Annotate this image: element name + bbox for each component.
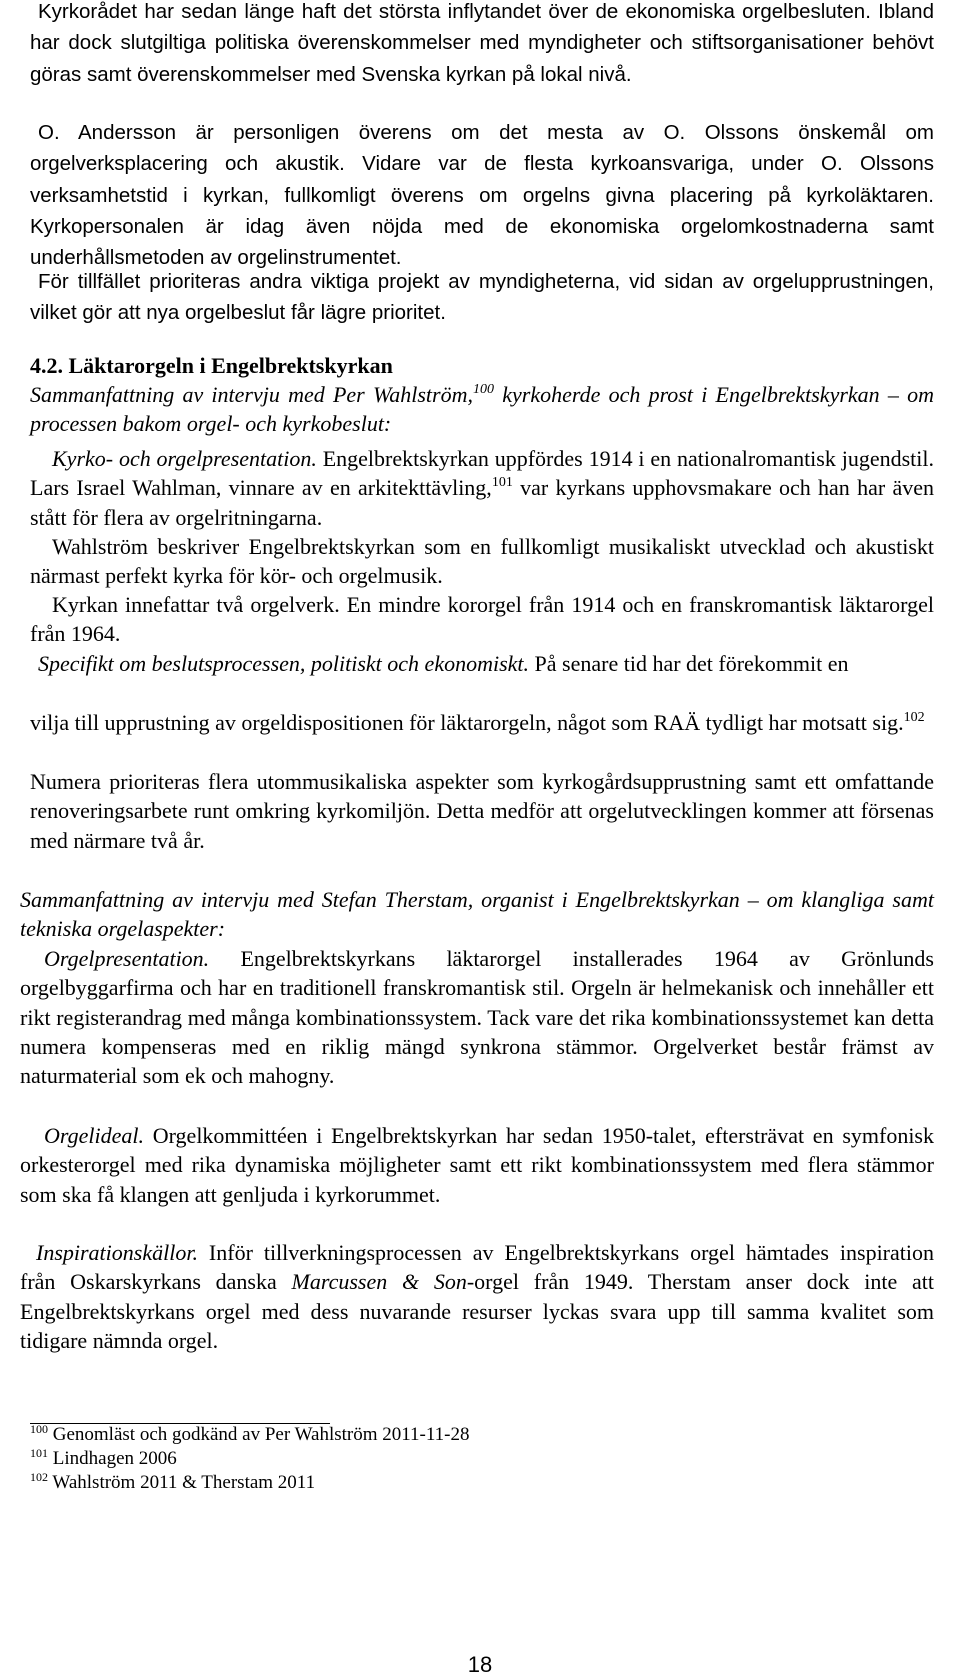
text-upprustning: vilja till upprustning av orgeldispositionen för läktarorgeln, något som RAÄ tydligt har motsatt sig. [30,710,904,735]
footnote-number: 102 [30,1470,48,1484]
lead-orgelpresentation: Orgelpresentation. [44,946,210,971]
footnote-text: Wahlström 2011 & Therstam 2011 [52,1472,316,1493]
section-heading: 4.2. Läktarorgeln i Engelbrektskyrkan [30,353,393,378]
text-marcussen: Marcussen & Son [291,1269,467,1295]
lead-orgelideal: Orgelideal. [44,1123,144,1148]
footnote-102 [30,1472,315,1494]
lead-inspirationskallor: Inspirationskällor. [36,1240,198,1265]
text-beslutsprocessen: På senare tid har det förekommit en [529,651,849,676]
paragraph-orgelideal [20,1121,934,1209]
paragraph-inspirationskallor [20,1238,934,1355]
paragraph-orgelverk: Kyrkan innefattar två orgelverk. En mindre kororgel från 1914 och en franskromantisk läktarorgel från 1964. [30,592,934,647]
paragraph-kyrkopresentation [30,444,934,532]
summary-intro-therstam: Sammanfattning av intervju med Stefan Therstam, organist i Engelbrektskyrkan – om klangliga samt tekniska orgelaspekter: [20,887,934,942]
lead-beslutsprocessen: Specifikt om beslutsprocessen, politiskt och ekonomiskt. [38,651,530,676]
paragraph-andersson: O. Andersson är personligen överens om det mesta av O. Olssons önskemål om orgelverksplacering och akustik. Vidare var de flesta kyrkoansvariga, under O. Olssons verksamhetstid i kyrkan, fullkomligt överens om orgelns givna placering på kyrkoläktaren. Kyrkopersonalen är idag även nöjda med de ekonomiska orgelomkostnaderna samt underhållsmetoden av orgelinstrumentet. [30,121,934,270]
footnote-number: 100 [30,1422,48,1436]
paragraph-numera: Numera prioriteras flera utommusikaliska aspekter som kyrkogårdsupprustning samt ett omfattande renoveringsarbete runt omkring kyrkomiljön. Detta medför att orgelutvecklingen kommer att försenas med närmare två år. [30,769,934,853]
summary-intro-text-a: Sammanfattning av intervju med Per Wahlström, [30,382,473,407]
footnote-number: 101 [30,1446,48,1460]
lead-kyrkopresentation: Kyrko- och orgelpresentation. [52,446,317,471]
text-inspirationskallor-a: Inför tillverkningsprocessen av Engelbrektskyrkans orgel hämtades inspiration från Oskarskyrkans danska [20,1240,934,1295]
summary-intro-text-b: kyrkoherde och prost i Engelbrektskyrkan – om processen bakom orgel- och kyrkobeslut: [30,382,934,437]
paragraph-wahlstrom-beskriver: Wahlström beskriver Engelbrektskyrkan som en fullkomligt musikaliskt utvecklad och akustiskt närmast perfekt kyrka för kör- och orgelmusik. [30,534,934,589]
summary-intro-wahlstrom [30,380,934,439]
paragraph-beslutsprocessen [30,649,934,678]
paragraph-prioriteras: För tillfället prioriteras andra viktiga projekt av myndigheterna, vid sidan av orgelupprustningen, vilket gör att nya orgelbeslut får lägre prioritet. [30,270,934,325]
paragraph-upprustning [30,708,934,737]
footnote-ref-102: 102 [903,710,925,725]
footnote-ref-101: 101 [491,475,513,491]
footnote-100 [30,1424,470,1446]
footnote-text: Genomläst och godkänd av Per Wahlström 2011-11-28 [52,1424,470,1445]
text-kyrkopresentation-a: Engelbrektskyrkan uppfördes 1914 i en nationalromantisk jugendstil. Lars Israel Wahlman, vinnare av en arkitekttävling, [30,446,934,501]
paragraph-orgelbesluten: Kyrkorådet har sedan länge haft det största inflytandet över de ekonomiska orgelbesluten. Ibland har dock slutgiltiga politiska överenskommelser med myndigheter och stiftsorganisationer behövt göras samt överenskommelser med Svenska kyrkan på lokal nivå. [30,0,934,86]
footnote-text: Lindhagen 2006 [52,1448,177,1469]
text-inspirationskallor-c: -orgel från 1949. Therstam anser dock inte att Engelbrektskyrkans orgel med dess nuvarande resurser lyckas svara upp till samma kvalitet som tidigare nämnda orgel. [20,1269,934,1353]
footnote-ref-100: 100 [473,382,494,397]
text-orgelpresentation: Engelbrektskyrkans läktarorgel installerades 1964 av Grönlunds orgelbyggarfirma och har en traditionell franskromantisk stil. Orgeln är helmekanisk och innehåller ett rikt registerandrag med många kombinationssystem. Tack vare det rika kombinationssystemet kan detta numera kompenseras med en riklig mängd synkrona stämmor. Orgelverket består främst av naturmaterial som ek och mahogny. [20,946,934,1089]
paragraph-orgelpresentation [20,944,934,1090]
page-number: 18 [467,1652,493,1677]
text-orgelideal: Orgelkommittéen i Engelbrektskyrkan har sedan 1950-talet, eftersträvat en symfonisk orkesterorgel med rika dynamiska möjligheter samt ett rikt kombinationssystem med flera stämmor som ska få klangen att genljuda i kyrkorummet. [20,1123,934,1207]
text-kyrkopresentation-b: var kyrkans upphovsmakare och han har även stått för flera av orgelritningarna. [30,475,934,530]
footnote-101 [30,1448,177,1470]
